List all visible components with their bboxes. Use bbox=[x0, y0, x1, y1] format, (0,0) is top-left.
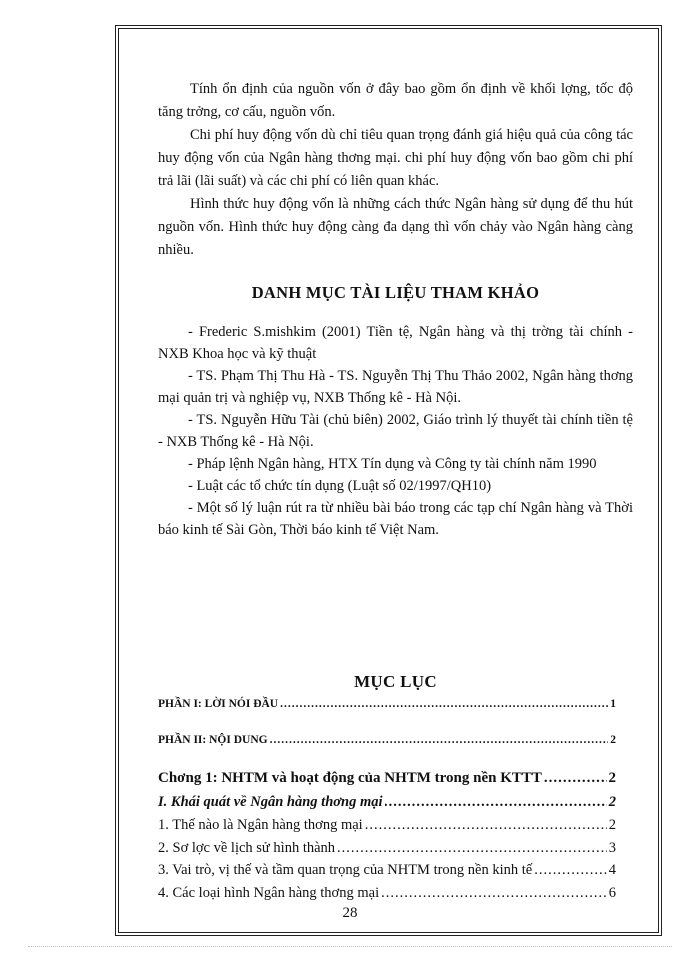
toc-entry[interactable] bbox=[158, 885, 616, 902]
toc-leader bbox=[365, 817, 607, 834]
toc-entry[interactable] bbox=[158, 862, 616, 879]
toc-section bbox=[158, 672, 633, 692]
toc-entry-page: 2 bbox=[608, 770, 616, 786]
toc-leader bbox=[270, 734, 609, 746]
toc-entry-page: 1 bbox=[610, 698, 616, 710]
reference-item: - TS. Phạm Thị Thu Hà - TS. Nguyễn Thị Thu Thảo 2002, Ngân hàng thơng mại quản trị và nghiệp vụ, NXB Thống kê - Hà Nội. bbox=[158, 368, 633, 406]
toc-leader bbox=[381, 885, 607, 902]
toc-entry[interactable] bbox=[158, 770, 616, 787]
reference-item: - TS. Nguyễn Hữu Tài (chủ biên) 2002, Giáo trình lý thuyết tài chính tiền tệ - NXB Thống kê - Hà Nội. bbox=[158, 412, 633, 450]
toc-entry-page: 2 bbox=[610, 734, 616, 746]
reference-item: - Một số lý luận rút ra từ nhiều bài báo trong các tạp chí Ngân hàng và Thời báo kinh tế Sài Gòn, Thời báo kinh tế Việt Nam. bbox=[158, 500, 633, 538]
toc-entry-label: 2. Sơ lợc về lịch sử hình thành bbox=[158, 840, 336, 856]
toc-entry-label: 1. Thế nào là Ngân hàng thơng mại bbox=[158, 817, 363, 833]
reference-item: - Pháp lệnh Ngân hàng, HTX Tín dụng và Công ty tài chính năm 1990 bbox=[188, 456, 597, 472]
toc-leader bbox=[337, 840, 607, 857]
toc-leader bbox=[280, 698, 608, 710]
toc-entry-label: Chơng 1: NHTM và hoạt động của NHTM trong nền KTTT bbox=[158, 770, 542, 786]
toc-entry-page: 6 bbox=[608, 885, 616, 901]
toc-leader bbox=[534, 862, 607, 879]
paragraph-stability: Tính ổn định của nguồn vốn ở đây bao gồm ổn định về khối lợng, tốc độ tăng trởng, cơ cấu, nguồn vốn. bbox=[158, 81, 633, 120]
toc-entry-page: 4 bbox=[608, 862, 616, 878]
toc-entry[interactable] bbox=[158, 698, 616, 710]
toc-leader bbox=[385, 794, 607, 811]
reference-item: - Luật các tổ chức tín dụng (Luật số 02/1997/QH10) bbox=[188, 478, 492, 494]
paragraph-cost: Chi phí huy động vốn dù chỉ tiêu quan trọng đánh giá hiệu quả của công tác huy động vốn của Ngân hàng thơng mại. chi phí huy động vốn bao gồm chi phí trả lãi (lãi suất) và các chi phí có liên quan khác. bbox=[158, 127, 633, 189]
references-list bbox=[158, 321, 633, 541]
toc-entry[interactable] bbox=[158, 840, 616, 857]
toc-entry-label: 3. Vai trò, vị thế và tầm quan trọng của NHTM trong nền kinh tế bbox=[158, 862, 533, 878]
toc-entry-label: 4. Các loại hình Ngân hàng thơng mại bbox=[158, 885, 380, 901]
paragraph-forms: Hình thức huy động vốn là những cách thức Ngân hàng sử dụng để thu hút nguồn vốn. Hình thức huy động càng đa dạng thì vốn chảy vào Ngân hàng càng nhiều. bbox=[158, 196, 633, 258]
toc-entry-label: PHẦN I: LỜI NÓI ĐẦU bbox=[158, 698, 279, 710]
toc-entry-page: 3 bbox=[608, 840, 616, 856]
page-bottom-divider bbox=[28, 946, 672, 947]
toc-entry-label: PHẦN II: NỘI DUNG bbox=[158, 734, 268, 746]
page-number: 28 bbox=[342, 905, 358, 921]
references-section bbox=[158, 283, 633, 303]
body-text bbox=[158, 78, 633, 262]
toc-entry[interactable] bbox=[158, 817, 616, 834]
toc-entry[interactable] bbox=[158, 794, 616, 811]
toc-entry-page: 2 bbox=[608, 817, 616, 833]
toc-title: MỤC LỤC bbox=[354, 672, 437, 691]
toc-entry-label: I. Khái quát về Ngân hàng thơng mại bbox=[158, 794, 383, 810]
references-title: DANH MỤC TÀI LIỆU THAM KHẢO bbox=[251, 283, 540, 302]
toc-leader bbox=[544, 770, 607, 787]
toc-entry[interactable] bbox=[158, 734, 616, 746]
reference-item: - Frederic S.mishkim (2001) Tiền tệ, Ngân hàng và thị trờng tài chính - NXB Khoa học và kỹ thuật bbox=[158, 324, 633, 362]
toc-entry-page: 2 bbox=[608, 794, 616, 810]
